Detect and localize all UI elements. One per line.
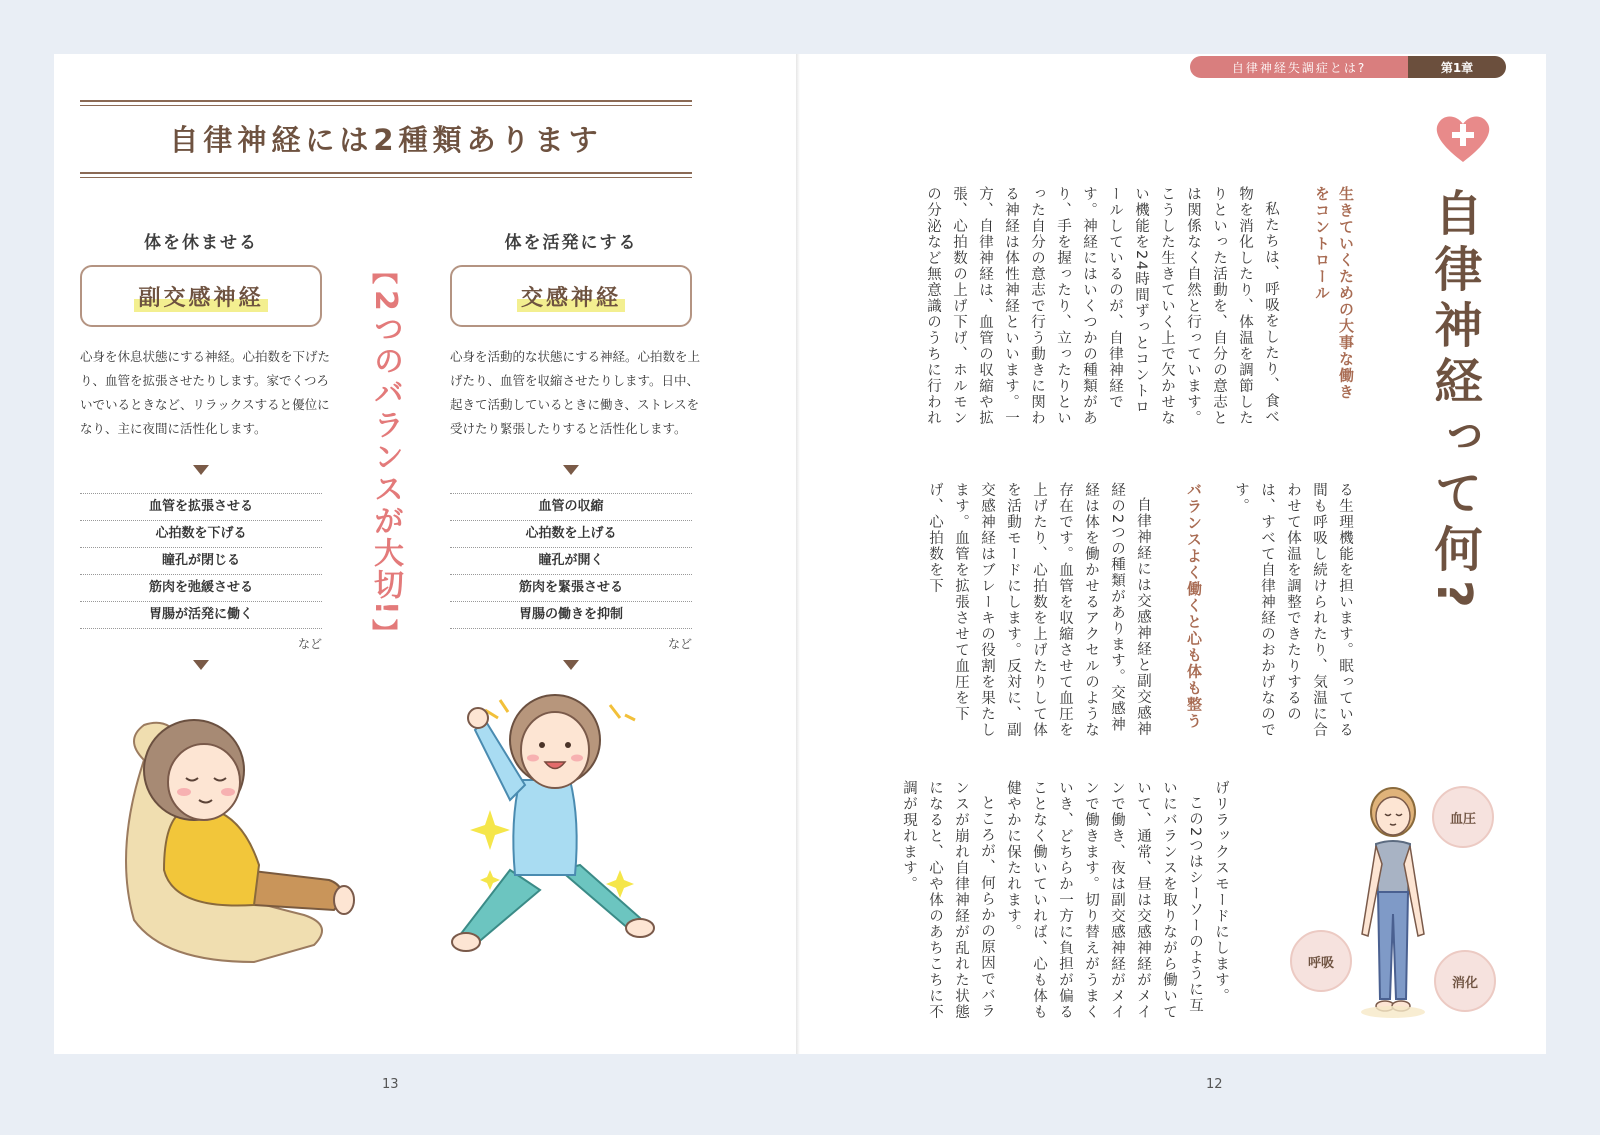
circle-digestion: 消化 — [1434, 950, 1496, 1012]
parasympathetic-description: 心身を休息状態にする神経。心拍数を下げたり、血管を拡張させたりします。家でくつろいでいるときなど、リラックスすると優位になり、主に夜間に活性化します。 — [80, 349, 331, 436]
section-title: 自律神経には2種類あります — [169, 123, 603, 157]
body-text-1 — [904, 186, 1284, 430]
effect-item: 血管を拡張させる — [80, 494, 322, 521]
page-title: 自律神経って何? — [1426, 188, 1482, 616]
page-number-left: 13 — [382, 1077, 399, 1092]
relaxing-woman-illustration — [104, 700, 364, 970]
page-number-right: 12 — [1206, 1077, 1223, 1092]
chapter-header — [1190, 56, 1506, 78]
effect-item: 心拍数を下げる — [80, 521, 322, 548]
effect-item: 瞳孔が閉じる — [80, 548, 322, 575]
effect-item: 血管の収縮 — [450, 494, 692, 521]
body-paragraph: げリラックスモードにします。 — [1213, 780, 1229, 1004]
body-text-3 — [901, 780, 1234, 1026]
sympathetic-effects — [450, 493, 692, 629]
effect-item: 瞳孔が開く — [450, 548, 692, 575]
sympathetic-description: 心身を活動的な状態にする神経。心拍数を上げたり、血管を収縮させたりします。日中、起きて活動しているときに働き、ストレスを受けたり緊張したりすると活性化します。 — [450, 349, 701, 436]
effect-item: 胃腸の働きを抑制 — [450, 602, 692, 629]
heart-plus-icon — [1434, 112, 1492, 164]
triangle-down-icon — [563, 660, 579, 670]
circle-blood-pressure: 血圧 — [1432, 786, 1494, 848]
triangle-down-icon — [193, 660, 209, 670]
triangle-down-icon — [193, 465, 209, 475]
effect-item: 胃腸が活発に働く — [80, 602, 322, 629]
sympathetic-subtitle: 体を活発にする — [504, 233, 638, 253]
bracket-close: ︼ — [371, 618, 398, 649]
body-paragraph: 自律神経には交感神経と副交感神経の2つの種類があります。交感神経は体を働かせるアクセルのような存在です。血管を収縮させて血圧を上げたり、心拍数を上げたりして体を活動モードにします。反対に、副交感神経はブレーキの役割を果たします。血管を拡張させて血圧を下げ、心拍数を下 — [927, 482, 1151, 738]
balance-label — [368, 258, 403, 649]
triangle-down-icon — [563, 465, 579, 475]
effects-etc: など — [297, 637, 322, 651]
circle-breathing: 呼吸 — [1290, 930, 1352, 992]
parasympathetic-effects — [80, 493, 322, 629]
effect-item: 筋肉を弛緩させる — [80, 575, 322, 602]
sympathetic-column — [450, 228, 701, 670]
parasympathetic-name-box — [80, 265, 322, 327]
chapter-topic: 自律神経失調症とは? — [1190, 56, 1408, 78]
balance-text: 2つのバランスが大切! — [368, 290, 403, 617]
parasympathetic-subtitle: 体を休ませる — [144, 233, 258, 253]
standing-woman-illustration — [1348, 784, 1438, 1024]
parasympathetic-column — [80, 228, 331, 670]
body-text-2 — [904, 482, 1156, 740]
heading-balance: バランスよく働くと心も体も整う — [1185, 482, 1203, 730]
chapter-number: 第1章 — [1408, 56, 1506, 78]
body-paragraph: 私たちは、呼吸をしたり、食べ物を消化したり、体温を調節したりといった活動を、自分の意志とは関係なく自然と行っています。こうした生きていく上で欠かせない機能を24時間ずっとコントロールしているのが、自律神経です。神経にはいくつかの種類があり、手を握ったり、立ったりといった自分の意志で行う動きに関わる神経は体性神経といいます。一方、自律神経は、血管の収縮や拡張、心拍数の上げ下げ、ホルモンの分泌など無意識のうちに行われ — [925, 186, 1279, 426]
effects-etc: など — [667, 637, 692, 651]
title-bottom-rule — [80, 172, 692, 174]
effect-item: 心拍数を上げる — [450, 521, 692, 548]
sympathetic-name-box — [450, 265, 692, 327]
body-text-2-lead — [1233, 482, 1358, 740]
sympathetic-name: 交感神経 — [517, 281, 625, 312]
effect-item: 筋肉を緊張させる — [450, 575, 692, 602]
heading-control: 生きていくための大事な働きをコントロール — [1313, 186, 1355, 401]
body-paragraph: ところが、何らかの原因でバランスが崩れ自律神経が乱れた状態になると、心や体のあちこちに不調が現れます。 — [901, 780, 995, 1020]
body-paragraph: る生理機能を担います。眠っている間も呼吸し続けられたり、気温に合わせて体温を調整できたりするのは、すべて自律神経のおかげなのです。 — [1233, 482, 1353, 738]
bracket-open: ︻ — [371, 258, 398, 288]
title-top-rule — [80, 100, 692, 102]
energetic-woman-illustration — [430, 690, 700, 980]
body-paragraph: この2つはシーソーのように互いにバランスを取りながら働いていて、通常、昼は交感神経がメインで働き、夜は副交感神経がメインで働きます。切り替えがうまくいき、どちらか一方に負担が偏ることなく働いていれば、心も体も健やかに保たれます。 — [1005, 780, 1203, 1020]
parasympathetic-name: 副交感神経 — [134, 281, 267, 312]
